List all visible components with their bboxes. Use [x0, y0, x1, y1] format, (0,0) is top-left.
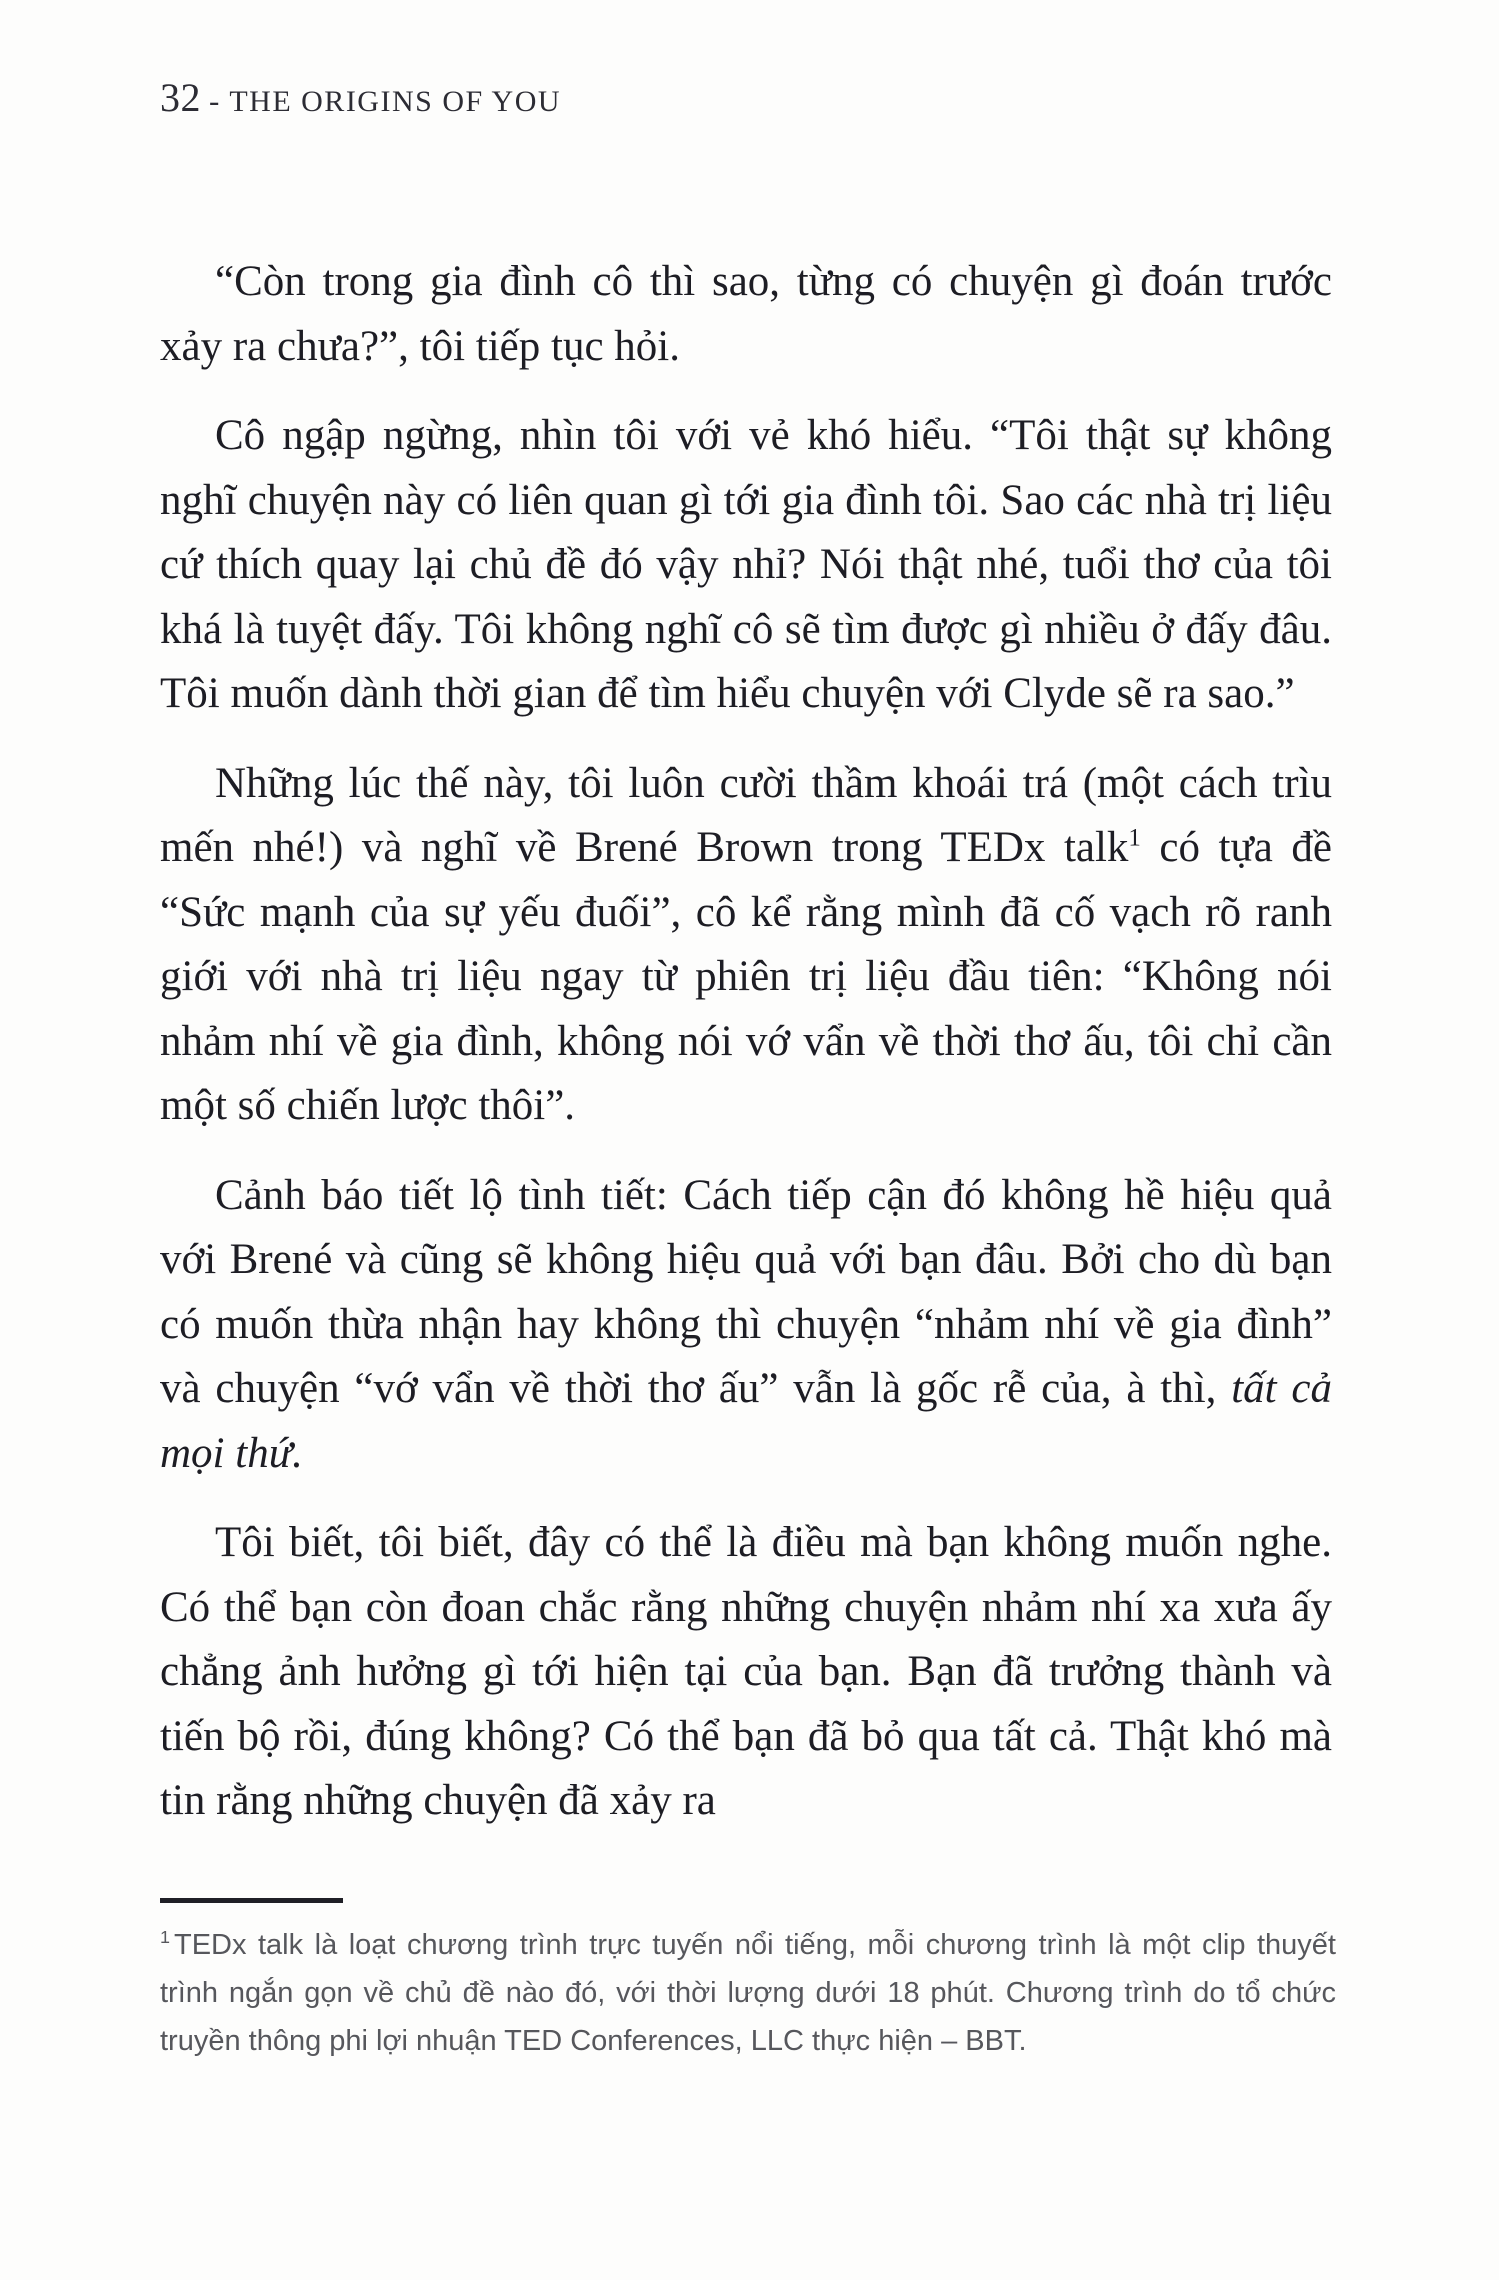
paragraph-text: Cảnh báo tiết lộ tình tiết: Cách tiếp cận đó không hề hiệu quả với Brené và cũng sẽ không hiệu quả với bạn đâu. Bởi cho dù bạn có muốn thừa nhận hay không thì chuyện “nhảm nhí về gia đình” và chuyện “vớ vẩn về thời thơ ấu” vẫn là gốc rễ của, à thì,: [160, 1171, 1332, 1412]
paragraph-1: [160, 250, 1332, 379]
footnote-rule: [160, 1898, 343, 1903]
footnote-block: [160, 1898, 1336, 2065]
paragraph-2: [160, 404, 1332, 727]
paragraph-text: Cô ngập ngừng, nhìn tôi với vẻ khó hiểu. “Tôi thật sự không nghĩ chuyện này có liên quan gì tới gia đình tôi. Sao các nhà trị liệu cứ thích quay lại chủ đề đó vậy nhỉ? Nói thật nhé, tuổi thơ của tôi khá là tuyệt đấy. Tôi không nghĩ cô sẽ tìm được gì nhiều ở đấy đâu. Tôi muốn dành thời gian để tìm hiểu chuyện với Clyde sẽ ra sao.”: [160, 412, 1332, 717]
book-title: THE ORIGINS OF YOU: [229, 85, 562, 118]
paragraph-4: [160, 1164, 1332, 1487]
paragraph-text: Tôi biết, tôi biết, đây có thể là điều mà bạn không muốn nghe. Có thể bạn còn đoan chắc rằng những chuyện nhảm nhí xa xưa ấy chẳng ảnh hưởng gì tới hiện tại của bạn. Bạn đã trưởng thành và tiến bộ rồi, đúng không? Có thể bạn đã bỏ qua tất cả. Thật khó mà tin rằng những chuyện đã xảy ra: [160, 1519, 1332, 1824]
paragraph-5: [160, 1511, 1332, 1834]
running-header: [160, 74, 561, 121]
paragraph-text: có tựa đề “Sức mạnh của sự yếu đuối”, cô kể rằng mình đã cố vạch rõ ranh giới với nhà trị liệu ngay từ phiên trị liệu đầu tiên: “Không nói nhảm nhí về gia đình, không nói vớ vẩn về thời thơ ấu, tôi chỉ cần một số chiến lược thôi”.: [160, 824, 1332, 1129]
footnote-body: TEDx talk là loạt chương trình trực tuyến nổi tiếng, mỗi chương trình là một clip thuyết trình ngắn gọn về chủ đề nào đó, với thời lượng dưới 18 phút. Chương trình do tổ chức truyền thông phi lợi nhuận TED Conferences, LLC thực hiện – BBT.: [160, 1929, 1336, 2057]
paragraph-3: [160, 752, 1332, 1139]
header-separator: -: [209, 83, 220, 118]
page-number: 32: [160, 75, 201, 120]
emphasis-text: tất cả mọi thứ.: [160, 1365, 1332, 1477]
footnote-text: [160, 1921, 1336, 2065]
footnote-marker: 1: [160, 1927, 170, 1948]
paragraph-text: Những lúc thế này, tôi luôn cười thầm khoái trá (một cách trìu mến nhé!) và nghĩ về Brené Brown trong TEDx talk: [160, 759, 1332, 871]
paragraph-text: “Còn trong gia đình cô thì sao, từng có chuyện gì đoán trước xảy ra chưa?”, tôi tiếp tục hỏi.: [160, 258, 1332, 370]
footnote-reference: 1: [1128, 824, 1141, 852]
body-text: [160, 250, 1332, 1859]
